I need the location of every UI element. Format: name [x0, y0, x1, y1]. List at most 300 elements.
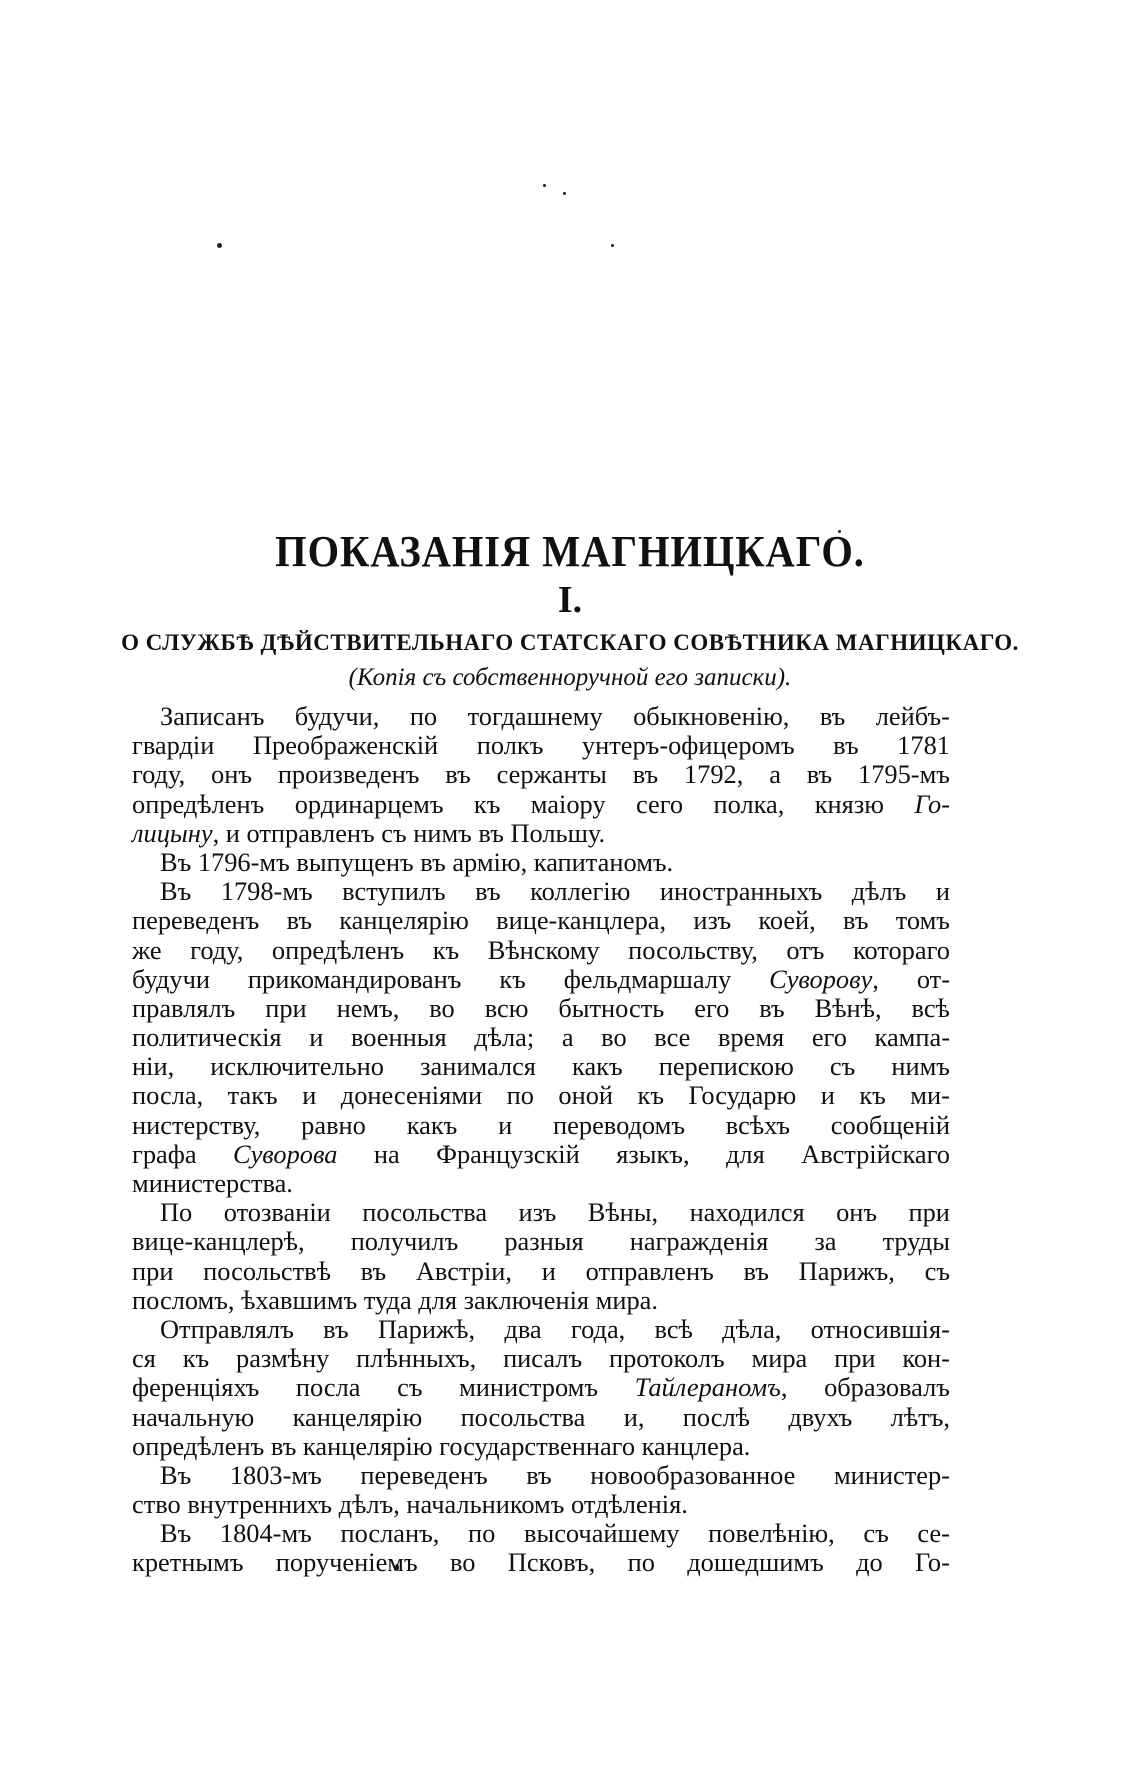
text-line: [132, 848, 950, 877]
word: [883, 1227, 950, 1256]
word: [475, 877, 500, 906]
text-segment: и: [541, 1255, 556, 1286]
text-segment: 1781: [897, 730, 950, 761]
text-line: [132, 1169, 950, 1198]
text-segment: Вѣнѣ,: [814, 992, 882, 1023]
word: [820, 702, 845, 731]
text-segment: году,: [190, 934, 244, 965]
text-line: [132, 1403, 950, 1432]
text-segment: князю: [814, 788, 884, 819]
text-line: [132, 1490, 950, 1519]
word: [436, 1140, 580, 1169]
text-line: [132, 1081, 950, 1110]
word: [633, 760, 658, 789]
word: [633, 702, 789, 731]
word: [132, 906, 259, 935]
word: [295, 790, 444, 819]
text-segment: на: [373, 1138, 400, 1169]
word: [687, 1548, 824, 1577]
word: [925, 1257, 950, 1286]
text-segment: се-: [917, 1518, 950, 1549]
word: [713, 790, 784, 819]
text-segment: какъ: [406, 1109, 458, 1140]
text-segment: исключительно: [210, 1051, 384, 1082]
word: [132, 1403, 254, 1432]
word: [507, 1081, 534, 1110]
text-segment: Въ: [160, 1459, 192, 1490]
word: [530, 877, 630, 906]
word: [896, 906, 950, 935]
text-segment: съ: [924, 1255, 950, 1286]
word: [474, 790, 500, 819]
text-segment: языкъ,: [616, 1138, 690, 1169]
text-segment: же: [132, 934, 162, 965]
text-segment: ство внутреннихъ дѣлъ, начальникомъ отдѣленія.: [132, 1489, 688, 1520]
word: [708, 1519, 835, 1548]
text-line: [132, 965, 950, 994]
text-segment: посланъ,: [340, 1518, 440, 1549]
text-segment: и: [935, 876, 950, 907]
word: [693, 906, 731, 935]
word: [897, 731, 950, 760]
word: [337, 994, 400, 1023]
word: [433, 936, 459, 965]
word: [410, 702, 437, 731]
text-segment: ординарцемъ: [294, 788, 444, 819]
text-segment: разныя: [504, 1226, 584, 1257]
text-line: [132, 1519, 950, 1548]
text-segment: лейбъ-: [875, 701, 950, 731]
text-segment: коллегію: [530, 876, 631, 907]
text-segment: труды: [882, 1226, 950, 1257]
word: [759, 994, 784, 1023]
word: [132, 1548, 243, 1577]
word: [542, 1257, 556, 1286]
text-segment: въ: [360, 1255, 387, 1286]
text-segment: къ: [637, 1080, 664, 1111]
word: [351, 1227, 459, 1256]
text-segment: Въ: [160, 876, 192, 907]
text-segment: высочайшему: [524, 1518, 680, 1549]
text-segment: вступилъ: [342, 876, 446, 907]
text-segment: будучи: [132, 963, 210, 994]
word: [265, 994, 306, 1023]
text-segment: такъ: [227, 1080, 278, 1111]
word: [302, 1081, 316, 1110]
word: [468, 702, 603, 731]
text-segment: немъ,: [336, 992, 400, 1023]
text-segment: Австрійскаго: [801, 1138, 950, 1169]
text-segment: къ: [182, 1343, 210, 1374]
text-segment: перепискою: [658, 1051, 794, 1082]
word: [461, 1403, 586, 1432]
text-segment: съ: [863, 1518, 889, 1549]
text-segment: все: [654, 1022, 691, 1053]
text-segment: 1803-мъ: [229, 1459, 322, 1490]
word: [526, 1461, 551, 1490]
word: [503, 1344, 582, 1373]
word: [132, 1023, 282, 1052]
word: [572, 1052, 623, 1081]
word: [688, 1081, 796, 1110]
word: [360, 1461, 487, 1490]
word: [519, 1198, 557, 1227]
word: [630, 1227, 769, 1256]
text-segment: кон-: [902, 1343, 950, 1374]
text-segment: Въ 1796-мъ выпущенъ въ армію, капитаномъ.: [160, 846, 674, 877]
text-segment: Государю: [688, 1080, 797, 1111]
word: [132, 1052, 174, 1081]
word: [726, 1111, 790, 1140]
word: [769, 965, 879, 994]
word: [683, 1403, 750, 1432]
word: [132, 994, 235, 1023]
text-segment: посольству,: [628, 934, 758, 965]
text-segment: въ: [819, 701, 846, 731]
word: [571, 1315, 625, 1344]
text-segment: при: [132, 1255, 174, 1286]
word: [210, 1052, 384, 1081]
text-segment: переведенъ: [360, 1459, 488, 1490]
text-segment: коей,: [758, 905, 816, 936]
text-segment: въ: [286, 905, 313, 936]
word: [160, 1315, 294, 1344]
italic-name: Суворова: [232, 1138, 338, 1169]
word: [132, 731, 214, 760]
text-segment: ся: [132, 1343, 156, 1374]
text-segment: находился: [689, 1197, 805, 1228]
text-line: [132, 936, 950, 965]
text-segment: унтеръ-офицеромъ: [581, 730, 795, 761]
text-line: [132, 877, 950, 906]
word: [132, 760, 185, 789]
word: [659, 1052, 794, 1081]
text-segment: двухъ: [788, 1401, 853, 1432]
word: [160, 702, 264, 731]
word: [211, 760, 252, 789]
word: [339, 906, 469, 935]
word: [863, 1519, 888, 1548]
text-segment: года,: [570, 1313, 626, 1344]
word: [856, 1548, 883, 1577]
word: [132, 965, 210, 994]
text-segment: всѣхъ: [725, 1109, 790, 1140]
text-segment: отправленъ: [585, 1255, 714, 1286]
text-segment: два: [504, 1313, 542, 1344]
word: [558, 1081, 613, 1110]
text-segment: посла: [295, 1372, 361, 1403]
word: [744, 1257, 769, 1286]
word: [601, 1023, 626, 1052]
word: [902, 1344, 950, 1373]
text-segment: правлялъ: [132, 992, 236, 1023]
word: [752, 1344, 808, 1373]
word: [397, 1373, 422, 1402]
text-segment: ,: [780, 1372, 788, 1403]
word: [801, 1140, 950, 1169]
word: [812, 1023, 847, 1052]
word: [323, 1315, 348, 1344]
word: [694, 994, 729, 1023]
word: [160, 1461, 191, 1490]
text-segment: графа: [132, 1138, 197, 1169]
word: [586, 1257, 714, 1286]
text-segment: дѣла;: [474, 1022, 535, 1053]
text-segment: отъ: [786, 934, 825, 965]
text-line: [132, 1373, 950, 1402]
text-segment: его: [811, 1022, 847, 1053]
text-segment: а: [769, 759, 781, 790]
word: [132, 936, 162, 965]
word: [233, 1140, 337, 1169]
word: [488, 936, 600, 965]
text-segment: сего: [635, 788, 684, 819]
word: [910, 1081, 950, 1110]
text-segment: донесеніями: [340, 1080, 483, 1111]
word: [726, 1140, 765, 1169]
text-segment: всѣ: [911, 992, 950, 1023]
text-segment: посла,: [132, 1080, 204, 1111]
text-line: [132, 819, 950, 848]
text-line: [132, 1286, 950, 1315]
word: [132, 790, 264, 819]
word: [341, 1081, 482, 1110]
text-segment: а: [561, 1022, 574, 1053]
text-segment: онъ: [211, 759, 252, 790]
word: [132, 1081, 203, 1110]
text-segment: писалъ: [503, 1343, 583, 1374]
word: [132, 1140, 197, 1169]
text-segment: всѣ: [654, 1313, 693, 1344]
word: [230, 1461, 322, 1490]
text-segment: году,: [132, 759, 186, 790]
text-segment: мира: [751, 1343, 808, 1374]
text-segment: до: [856, 1547, 883, 1578]
word: [876, 702, 950, 731]
word: [811, 1315, 950, 1344]
text-line: [132, 760, 950, 789]
word: [498, 1111, 512, 1140]
text-segment: посольства: [460, 1401, 586, 1432]
word: [296, 1373, 361, 1402]
text-segment: полкъ: [476, 730, 544, 761]
text-segment: начальную: [132, 1401, 255, 1432]
word: [132, 1344, 156, 1373]
text-segment: занимался: [420, 1051, 536, 1082]
word: [660, 877, 822, 906]
word: [276, 1548, 418, 1577]
text-segment: получилъ: [350, 1226, 459, 1257]
text-line: [132, 1344, 950, 1373]
word: [616, 1140, 689, 1169]
word: [504, 1315, 541, 1344]
text-segment: относившія-: [810, 1313, 950, 1344]
word: [553, 1111, 685, 1140]
word: [356, 1344, 476, 1373]
word: [852, 877, 907, 906]
text-line: [132, 1548, 950, 1577]
word: [908, 1198, 949, 1227]
italic-name: Тайлераномъ: [634, 1372, 781, 1403]
text-line: [132, 1111, 950, 1140]
word: [831, 1111, 950, 1140]
text-segment: къ: [473, 788, 501, 819]
word: [722, 1315, 781, 1344]
text-segment: вице-канцлера,: [496, 905, 667, 936]
text-segment: время: [717, 1022, 785, 1053]
text-segment: онъ: [836, 1197, 878, 1228]
word: [445, 760, 470, 789]
word: [815, 790, 884, 819]
word: [221, 877, 313, 906]
text-segment: По: [160, 1197, 193, 1228]
text-segment: въ: [475, 876, 501, 907]
text-segment: плѣнныхъ,: [356, 1343, 477, 1374]
text-segment: канцелярію: [339, 905, 469, 936]
text-segment: лѣтъ,: [890, 1401, 950, 1432]
word: [912, 994, 950, 1023]
word: [859, 1081, 885, 1110]
word: [821, 1081, 835, 1110]
text-segment: его: [694, 992, 730, 1023]
word: [295, 702, 380, 731]
word: [558, 994, 664, 1023]
text-segment: кретнымъ: [132, 1547, 244, 1578]
text-segment: переводомъ: [553, 1109, 685, 1140]
word: [915, 1548, 950, 1577]
word: [588, 1198, 658, 1227]
word: [635, 1373, 788, 1402]
word: [351, 1023, 447, 1052]
text-segment: къ: [432, 934, 460, 965]
text-segment: въ: [526, 1459, 552, 1490]
text-segment: Вѣнскому: [487, 934, 600, 965]
text-segment: изъ: [693, 905, 732, 936]
text-segment: гвардіи: [132, 730, 215, 761]
page-title: ПОКАЗАНІЯ МАГНИЦКАГО.: [275, 527, 865, 576]
word: [293, 1403, 423, 1432]
word: [590, 1461, 795, 1490]
word: [936, 877, 950, 906]
text-segment: фельдмаршалу: [563, 963, 732, 994]
word: [301, 1111, 366, 1140]
text-segment: во: [429, 992, 455, 1023]
text-segment: посольства: [362, 1197, 488, 1228]
text-segment: во: [601, 1022, 627, 1053]
source-note: (Копія съ собственноручной его записки).: [348, 664, 792, 691]
text-segment: Го-: [915, 1547, 950, 1578]
text-segment: бытность: [558, 992, 665, 1023]
text-segment: къ: [859, 1080, 886, 1111]
text-segment: нимъ: [891, 1051, 950, 1082]
text-segment: 1792,: [683, 759, 744, 790]
word: [459, 1373, 598, 1402]
text-segment: полка,: [713, 788, 785, 819]
text-segment: Вѣны,: [587, 1197, 659, 1228]
scan-speck: [563, 192, 566, 195]
text-segment: награжденія: [629, 1226, 769, 1257]
text-segment: оной: [558, 1080, 614, 1111]
word: [190, 936, 243, 965]
scan-speck: [543, 184, 546, 187]
text-segment: канцелярію: [292, 1401, 423, 1432]
word: [362, 1198, 487, 1227]
word: [132, 1373, 259, 1402]
word: [824, 1373, 950, 1402]
text-segment: и: [820, 1080, 835, 1111]
text-segment: всю: [484, 992, 529, 1023]
text-segment: обыкновенію,: [633, 701, 790, 731]
text-segment: будучи,: [294, 701, 380, 731]
word: [628, 1548, 655, 1577]
word: [309, 1023, 323, 1052]
text-segment: и: [302, 1080, 317, 1111]
text-segment: въ: [759, 992, 785, 1023]
text-segment: въ: [806, 759, 833, 790]
text-segment: Отправлялъ: [160, 1313, 294, 1344]
body-text: [132, 702, 950, 1578]
text-segment: ми-: [910, 1080, 950, 1111]
word: [914, 790, 950, 819]
text-segment: кампа-: [874, 1022, 950, 1053]
word: [690, 1198, 805, 1227]
text-segment: для: [725, 1138, 765, 1169]
word: [236, 1344, 329, 1373]
text-segment: по: [409, 701, 438, 731]
text-line: [132, 1140, 950, 1169]
text-segment: военныя: [350, 1022, 447, 1053]
word: [636, 790, 683, 819]
text-line: [132, 1227, 950, 1256]
text-segment: тогдашнему: [467, 701, 603, 731]
word: [253, 731, 438, 760]
word: [562, 1023, 574, 1052]
word: [183, 1344, 209, 1373]
word: [342, 877, 445, 906]
text-segment: прикомандированъ: [247, 963, 462, 994]
text-segment: Записанъ: [160, 701, 265, 731]
word: [524, 1519, 679, 1548]
text-segment: посломъ, ѣхавшимъ туда для заключенія мира.: [132, 1284, 658, 1315]
word: [220, 1519, 312, 1548]
word: [374, 1140, 400, 1169]
text-segment: къ: [499, 963, 526, 994]
word: [499, 965, 525, 994]
word: [224, 1198, 331, 1227]
text-segment: посольствѣ: [203, 1255, 331, 1286]
text-segment: въ: [323, 1313, 349, 1344]
word: [815, 994, 882, 1023]
word: [203, 1257, 331, 1286]
word: [474, 1023, 534, 1052]
text-line: [132, 1461, 950, 1490]
text-segment: и,: [623, 1401, 645, 1432]
text-segment: политическія: [132, 1022, 282, 1053]
word: [132, 1227, 305, 1256]
text-segment: размѣну: [236, 1343, 330, 1374]
text-segment: во: [449, 1547, 476, 1578]
text-segment: протоколъ: [608, 1343, 725, 1374]
text-segment: Австріи,: [415, 1255, 513, 1286]
word: [858, 760, 950, 789]
section-number: I.: [557, 579, 583, 621]
word: [160, 1198, 192, 1227]
text-segment: министерства.: [132, 1168, 293, 1198]
text-segment: Парижъ,: [798, 1255, 895, 1286]
text-segment: повелѣнію,: [708, 1518, 835, 1549]
text-segment: Французскій: [436, 1138, 580, 1169]
word: [496, 906, 666, 935]
